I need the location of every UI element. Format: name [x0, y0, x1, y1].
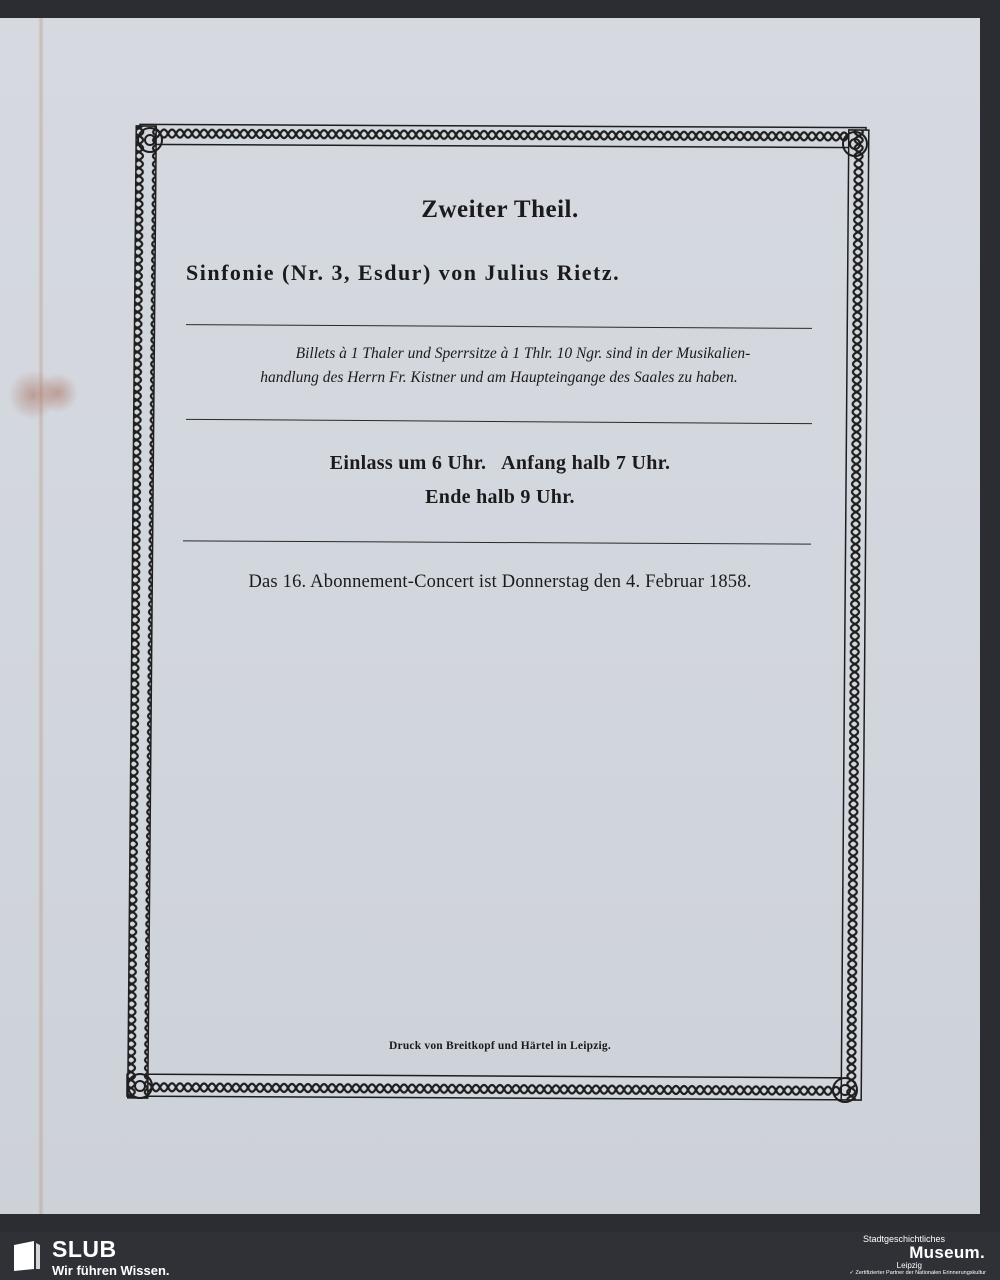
museum-name: Museum. — [909, 1243, 985, 1262]
museum-city: Leipzig — [896, 1261, 922, 1270]
museum-claim: ✓ Zertifizierter Partner der Nationalen Erinnerungskultur — [849, 1270, 986, 1276]
border-top — [140, 124, 866, 147]
slub-logo-icon — [12, 1239, 42, 1273]
admission-times: Einlass um 6 Uhr. Anfang halb 7 Uhr. — [329, 452, 671, 474]
museum-subtitle: Stadtgeschichtliches — [862, 1234, 945, 1244]
border-left — [128, 126, 156, 1098]
slub-tagline: Wir führen Wissen. — [52, 1263, 170, 1278]
border-bottom — [127, 1074, 855, 1100]
border-right — [841, 130, 869, 1100]
ticket-info — [186, 342, 812, 390]
next-concert-notice: Das 16. Abonnement-Concert ist Donnerstag den 4. Februar 1858. — [248, 572, 752, 592]
ticket-info-line: handlung des Herrn Fr. Kistner und am Haupteingange des Saales zu haben. — [260, 369, 738, 386]
end-time: Ende halb 9 Uhr. — [425, 486, 575, 508]
printer-imprint: Druck von Breitkopf und Härtel in Leipzig. — [389, 1040, 611, 1052]
ticket-info-line: Billets à 1 Thaler und Sperrsitze à 1 Thlr. 10 Ngr. sind in der Musikalien- — [295, 345, 751, 362]
section-heading: Zweiter Theil. — [421, 196, 579, 223]
sinfonie-line: Sinfonie (Nr. 3, Esdur) von Julius Rietz. — [186, 260, 621, 285]
footer-bar — [0, 1232, 1000, 1280]
slub-name: SLUB — [52, 1236, 117, 1262]
